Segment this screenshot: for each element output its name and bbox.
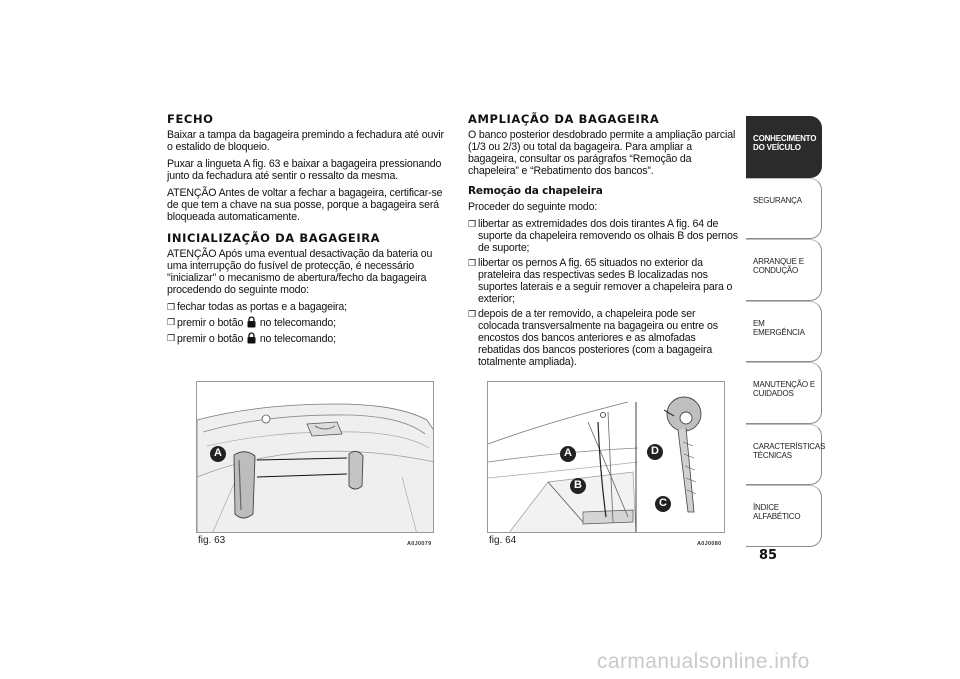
list-item-text: premir o botão — [177, 333, 244, 345]
page-number: 85 — [759, 548, 778, 563]
figure-63-caption: fig. 63 — [198, 535, 226, 546]
callout-label-c: C — [659, 497, 667, 509]
chapter-sidebar — [746, 116, 826, 547]
heading-inicializacao: INICIALIZAÇÃO DA BAGAGEIRA — [167, 231, 381, 245]
heading-fecho: FECHO — [167, 112, 214, 126]
bullet-box-icon: ❒ — [468, 219, 476, 229]
sidebar-tab-label: ARRANQUE E CONDUÇÃO — [753, 257, 804, 275]
list-item — [468, 218, 738, 254]
sidebar-tab-label: CARACTERÍSTICAS TÉCNICAS — [753, 441, 826, 460]
figure-64-code: A0J0080 — [697, 541, 722, 547]
list-item — [167, 316, 447, 329]
inicializacao-warning: ATENÇÃO Após uma eventual desactivação da bateria ou uma interrupção do fusível de protecção, é necessário "inicializar" o mecanismo de abertura/fecho da bagageira procedendo do seguinte modo: — [167, 248, 433, 296]
sidebar-tab-arranque[interactable] — [746, 239, 822, 301]
callout-label-a: A — [564, 447, 572, 459]
list-item — [468, 308, 738, 368]
fecho-paragraph-1: Baixar a tampa da bagageira premindo a fechadura até ouvir o estalido de bloqueio. — [167, 129, 444, 153]
bullet-box-icon: ❒ — [468, 258, 476, 268]
fecho-warning: ATENÇÃO Antes de voltar a fechar a bagageira, certificar-se de que tem a chave na sua posse, porque a bagageira será bloqueada automaticamente. — [167, 187, 443, 223]
sidebar-tab-emergencia[interactable] — [746, 301, 822, 363]
left-column — [167, 113, 447, 348]
remocao-intro: Proceder do seguinte modo: — [468, 201, 598, 213]
bullet-box-icon: ❒ — [167, 333, 175, 343]
list-item-text: libertar as extremidades dos dois tirantes A fig. 64 de suporte da chapeleira removendo os olhais B dos pernos de suporte; — [478, 218, 738, 254]
figure-63-code: A0J0079 — [407, 541, 432, 547]
sidebar-tab-label: SEGURANÇA — [753, 195, 802, 205]
bullet-box-icon: ❒ — [167, 317, 175, 327]
list-item — [468, 257, 738, 305]
list-item-text: libertar os pernos A fig. 65 situados no exterior da prateleira das respectivas sedes B localizadas nos suportes laterais e a seguir remover a chapeleira para o exterior; — [478, 257, 733, 305]
sidebar-tab-caracteristicas[interactable] — [746, 424, 826, 486]
sidebar-tab-manutencao[interactable] — [746, 362, 822, 424]
heading-ampliacao: AMPLIAÇÃO DA BAGAGEIRA — [468, 112, 660, 126]
sidebar-tab-label: ÍNDICE ALFABÉTICO — [753, 503, 801, 521]
fecho-paragraph-2: Puxar a lingueta A fig. 63 e baixar a bagageira pressionando junto da fechadura até sentir o ressalto da mesma. — [167, 158, 442, 182]
ampliacao-paragraph: O banco posterior desdobrado permite a ampliação parcial (1/3 ou 2/3) ou total da bagageira. Para ampliar a bagageira, consultar os parágrafos “Remoção da chapeleira” e “Rebatimento dos bancos”. — [468, 129, 736, 177]
callout-label-b: B — [574, 479, 582, 491]
bullet-box-icon: ❒ — [167, 302, 175, 312]
sidebar-tab-conhecimento[interactable] — [746, 116, 822, 178]
sidebar-tab-indice[interactable] — [746, 485, 822, 547]
list-item-suffix: no telecomando; — [259, 333, 336, 345]
list-item — [167, 332, 447, 345]
list-item-text: fechar todas as portas e a bagageira; — [177, 301, 347, 313]
callout-label-d: D — [651, 445, 659, 457]
figure-64-caption: fig. 64 — [489, 535, 517, 546]
list-item-suffix: no telecomando; — [259, 317, 336, 329]
figure-64-illustration — [487, 381, 725, 533]
list-item-text: depois de a ter removido, a chapeleira pode ser colocada transversalmente na bagageira ou entre os encostos dos bancos anteriores e as almofadas rebatidas dos bancos posteriores (com a bagageira totalmente ampliada). — [478, 308, 718, 368]
right-column — [468, 113, 738, 371]
bullet-box-icon: ❒ — [468, 309, 476, 319]
sidebar-tab-label: CONHECIMENTO DO VEÍCULO — [753, 134, 817, 152]
trunk-lid-drawing — [197, 382, 434, 533]
sidebar-tab-label: MANUTENÇÃO E CUIDADOS — [753, 380, 816, 398]
sidebar-tab-label: EM EMERGÊNCIA — [753, 318, 805, 337]
lock-icon — [247, 332, 256, 344]
watermark: carmanualsonline.info — [597, 650, 810, 673]
callout-label-a: A — [214, 447, 222, 459]
parcel-shelf-drawing — [488, 382, 725, 533]
figure-63-illustration — [196, 381, 434, 533]
lock-icon — [247, 316, 256, 328]
sidebar-tab-seguranca[interactable] — [746, 178, 822, 240]
list-item-text: premir o botão — [177, 317, 244, 329]
list-item — [167, 301, 447, 313]
heading-remocao: Remoção da chapeleira — [468, 185, 603, 197]
